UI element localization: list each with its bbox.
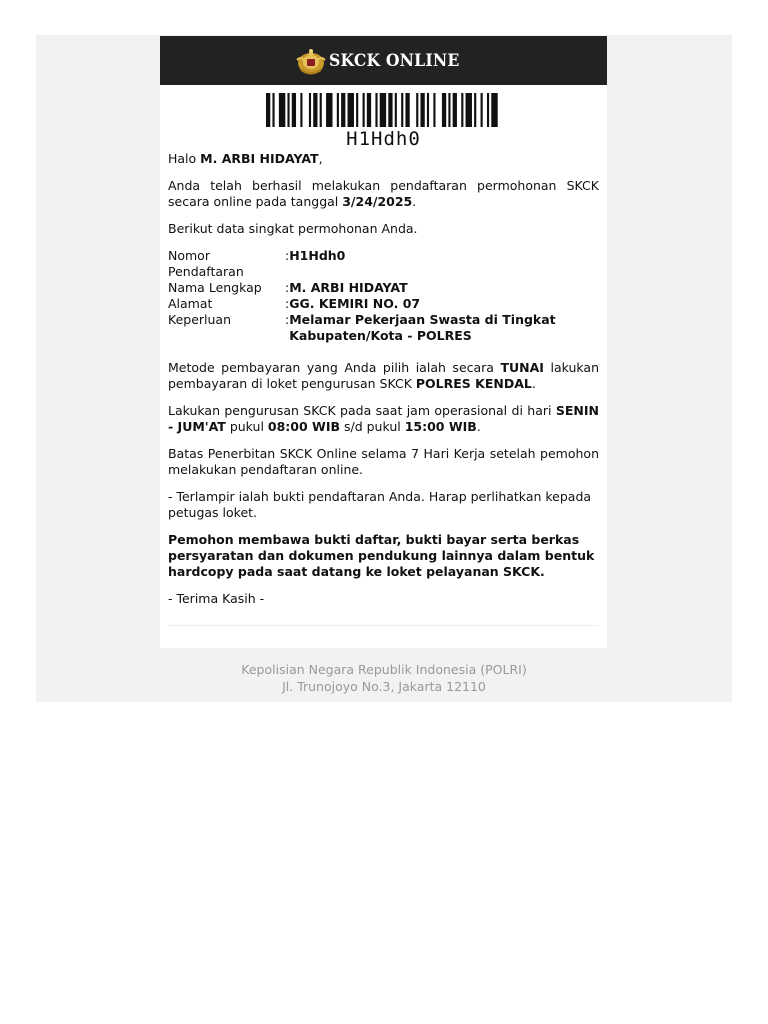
closing-text: - Terima Kasih -: [168, 591, 265, 606]
barcode-bar: [441, 93, 445, 127]
barcode-bar: [405, 93, 409, 127]
table-row: [168, 280, 599, 296]
barcode: [160, 93, 607, 150]
hours-paragraph: Lakukan pengurusan SKCK pada saat jam operasional di hari SENIN - JUM'AT pukul 08:00 WIB s/d pukul 15:00 WIB.: [168, 403, 599, 434]
barcode-bar: [326, 93, 332, 127]
row-separator: :: [285, 280, 290, 295]
operating-days: SENIN - JUM'AT: [168, 403, 599, 434]
barcode-bar: [362, 93, 364, 127]
row-separator: :: [285, 296, 290, 311]
barcode-bar: [356, 93, 358, 127]
barcode-bar: [272, 93, 274, 127]
closing-time: 15:00 WIB: [404, 419, 477, 434]
row-label: Nama Lengkap: [168, 280, 262, 295]
barcode-bar: [465, 93, 471, 127]
barcode-bars: [266, 93, 502, 127]
footer-address: Jl. Trunojoyo No.3, Jakarta 12110: [282, 679, 486, 694]
footer-organization: Kepolisian Negara Republik Indonesia (POLRI): [241, 662, 527, 677]
barcode-bar: [452, 93, 456, 127]
row-label: Keperluan: [168, 312, 232, 327]
registration-summary-table: [168, 248, 599, 344]
barcode-bar: [291, 93, 295, 127]
greeting: Halo M. ARBI HIDAYAT,: [168, 151, 323, 166]
table-row: [168, 248, 599, 280]
deadline-paragraph: Batas Penerbitan SKCK Online selama 7 Hari Kerja setelah pemohon melakukan pendaftaran online.: [168, 446, 599, 477]
barcode-bar: [401, 93, 403, 127]
barcode-bar: [480, 93, 482, 127]
row-label: Alamat: [168, 296, 213, 311]
barcode-bar: [366, 93, 370, 127]
row-separator: :: [285, 312, 290, 327]
footer: [36, 661, 732, 695]
divider: [168, 625, 599, 626]
row-value: GG. KEMIRI NO. 07: [289, 296, 421, 311]
opening-time: 08:00 WIB: [267, 419, 341, 434]
barcode-bar: [319, 93, 321, 127]
registration-date: 3/24/2025: [342, 194, 413, 209]
row-label: Nomor Pendaftaran: [168, 248, 244, 279]
payment-office: POLRES KENDAL: [415, 376, 532, 391]
email-body: [168, 151, 599, 618]
summary-intro: Berikut data singkat permohonan Anda.: [168, 221, 418, 236]
barcode-bar: [491, 93, 497, 127]
table-row: [168, 296, 599, 312]
police-emblem-icon: [296, 47, 326, 75]
applicant-name: M. ARBI HIDAYAT: [200, 151, 319, 166]
email-background: [36, 35, 732, 702]
barcode-bar: [474, 93, 476, 127]
barcode-bar: [433, 93, 435, 127]
barcode-bar: [379, 93, 385, 127]
row-separator: :: [285, 248, 290, 263]
header-banner: [160, 36, 607, 85]
barcode-bar: [347, 93, 353, 127]
barcode-bar: [375, 93, 377, 127]
barcode-bar: [287, 93, 289, 127]
barcode-bar: [461, 93, 463, 127]
notice-paragraph: Pemohon membawa bukti daftar, bukti bayar serta berkas persyaratan dan dokumen pendukung lainnya dalam bentuk hardcopy pada saat datang ke loket pelayanan SKCK.: [168, 532, 595, 579]
barcode-code: H1Hdh0: [346, 128, 421, 150]
payment-method: TUNAI: [500, 360, 544, 375]
barcode-bar: [420, 93, 424, 127]
barcode-bar: [313, 93, 317, 127]
row-value: Melamar Pekerjaan Swasta di Tingkat Kabupaten/Kota - POLRES: [289, 312, 556, 343]
barcode-bar: [308, 93, 310, 127]
table-row: [168, 312, 599, 344]
barcode-bar: [394, 93, 396, 127]
barcode-bar: [388, 93, 392, 127]
logo-text: SKCK ONLINE: [329, 50, 460, 71]
logo: [296, 47, 471, 75]
intro-paragraph: Anda telah berhasil melakukan pendaftaran permohonan SKCK secara online pada tanggal 3/24/2025.: [168, 178, 599, 209]
payment-paragraph: Metode pembayaran yang Anda pilih ialah secara TUNAI lakukan pembayaran di loket pengurusan SKCK POLRES KENDAL.: [168, 360, 600, 391]
barcode-bar: [278, 93, 284, 127]
barcode-bar: [426, 93, 428, 127]
barcode-bar: [300, 93, 302, 127]
barcode-bar: [486, 93, 488, 127]
attachment-paragraph: - Terlampir ialah bukti pendaftaran Anda. Harap perlihatkan kepada petugas loket.: [168, 489, 592, 520]
barcode-bar: [416, 93, 418, 127]
email-card: [160, 36, 607, 648]
row-value: M. ARBI HIDAYAT: [289, 280, 408, 295]
barcode-bar: [336, 93, 338, 127]
barcode-bar: [341, 93, 345, 127]
row-value: H1Hdh0: [289, 248, 346, 263]
barcode-bar: [266, 93, 270, 127]
barcode-bar: [448, 93, 450, 127]
